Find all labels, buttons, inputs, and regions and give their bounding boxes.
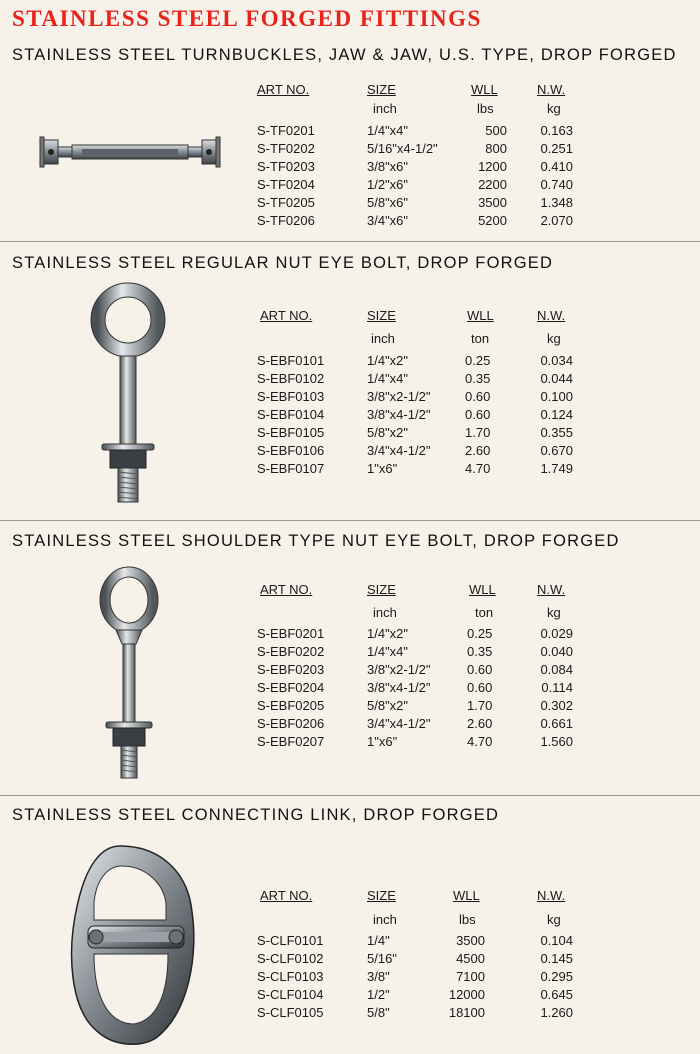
spec-table-regular-eye-bolt [255,308,585,478]
cell-art: S-EBF0103 [257,389,325,404]
section-title-shoulder-eye-bolt: STAINLESS STEEL SHOULDER TYPE NUT EYE BOLT, DROP FORGED [12,532,620,550]
cell-size: 3/8"x6" [367,159,409,174]
cell-wll: 12000 [448,987,485,1002]
cell-size: 3/8"x2-1/2" [367,662,431,677]
cell-size: 5/16"x4-1/2" [367,141,438,156]
col-nw: N.W. [537,582,566,597]
cell-art: S-EBF0201 [257,626,325,641]
cell-size: 5/8"x2" [367,425,409,440]
cell-art: S-EBF0202 [257,644,325,659]
cell-wll: 0.60 [465,407,491,422]
cell-nw: 0.251 [540,141,573,156]
cell-wll: 0.25 [465,353,491,368]
cell-nw: 0.645 [540,987,573,1002]
col-wll: WLL [471,82,498,97]
cell-nw: 0.029 [540,626,573,641]
cell-wll: 3500 [456,933,485,948]
col-wll: WLL [469,582,496,597]
cell-size: 5/8"x6" [367,195,409,210]
col-art-no: ART NO. [260,582,313,597]
unit-nw: kg [547,101,561,116]
cell-wll: 0.60 [465,389,491,404]
col-wll: WLL [467,308,494,323]
cell-wll: 18100 [448,1005,485,1020]
cell-size: 1/4"x4" [367,123,409,138]
page-title: STAINLESS STEEL FORGED FITTINGS [12,6,482,31]
spec-table-shoulder-eye-bolt [255,582,585,752]
section-title-regular-eye-bolt: STAINLESS STEEL REGULAR NUT EYE BOLT, DROP FORGED [12,254,554,272]
cell-nw: 0.740 [540,177,573,192]
unit-wll: lbs [459,912,476,927]
cell-wll: 500 [485,123,507,138]
cell-size: 1/4" [367,933,390,948]
cell-nw: 0.145 [540,951,573,966]
cell-nw: 0.302 [540,698,573,713]
cell-nw: 0.100 [540,389,573,404]
col-art-no: ART NO. [257,82,310,97]
cell-size: 3/8"x4-1/2" [367,680,431,695]
section-divider [0,795,700,796]
cell-wll: 2.60 [465,443,491,458]
cell-size: 5/16" [367,951,397,966]
cell-wll: 5200 [478,213,507,228]
section-title-connecting-link: STAINLESS STEEL CONNECTING LINK, DROP FORGED [12,806,500,824]
section-title-turnbuckles: STAINLESS STEEL TURNBUCKLES, JAW & JAW, U.S. TYPE, DROP FORGED [12,46,677,64]
shoulder-eye-bolt-icon [96,566,162,782]
cell-wll: 7100 [456,969,485,984]
cell-nw: 0.084 [540,662,573,677]
cell-nw: 0.163 [540,123,573,138]
cell-size: 5/8"x2" [367,698,409,713]
cell-nw: 1.560 [540,734,573,749]
unit-nw: kg [547,331,561,346]
cell-size: 1"x6" [367,734,398,749]
cell-art: S-EBF0207 [257,734,325,749]
cell-nw: 0.124 [540,407,573,422]
cell-nw: 1.260 [540,1005,573,1020]
col-art-no: ART NO. [260,888,313,903]
cell-art: S-CLF0103 [257,969,324,984]
cell-wll: 2.60 [467,716,493,731]
cell-nw: 0.670 [540,443,573,458]
cell-art: S-EBF0104 [257,407,325,422]
cell-size: 1/4"x2" [367,353,409,368]
cell-wll: 1.70 [465,425,491,440]
cell-size: 1/2"x6" [367,177,409,192]
cell-wll: 4.70 [465,461,491,476]
cell-nw: 0.104 [540,933,573,948]
cell-art: S-EBF0204 [257,680,325,695]
cell-art: S-TF0203 [257,159,315,174]
col-nw: N.W. [537,888,566,903]
unit-wll: ton [475,605,494,620]
col-size: SIZE [367,582,396,597]
cell-wll: 1200 [478,159,507,174]
cell-nw: 1.348 [540,195,573,210]
unit-size: inch [373,605,397,620]
cell-nw: 0.040 [540,644,573,659]
cell-wll: 0.25 [467,626,493,641]
cell-nw: 0.044 [540,371,573,386]
cell-art: S-EBF0101 [257,353,325,368]
cell-size: 3/4"x4-1/2" [367,716,431,731]
cell-art: S-TF0206 [257,213,315,228]
cell-art: S-EBF0206 [257,716,325,731]
cell-size: 1/4"x4" [367,644,409,659]
cell-size: 3/8" [367,969,390,984]
cell-size: 1/2" [367,987,390,1002]
unit-nw: kg [547,605,561,620]
cell-size: 3/8"x2-1/2" [367,389,431,404]
cell-wll: 0.35 [467,644,493,659]
connecting-link-icon [60,842,210,1048]
cell-wll: 0.60 [467,662,493,677]
cell-nw: 0.034 [540,353,573,368]
cell-size: 1"x6" [367,461,398,476]
cell-nw: 0.410 [540,159,573,174]
cell-wll: 4500 [456,951,485,966]
cell-size: 1/4"x4" [367,371,409,386]
cell-art: S-TF0201 [257,123,315,138]
cell-art: S-TF0205 [257,195,315,210]
col-nw: N.W. [537,308,566,323]
cell-nw: 0.295 [540,969,573,984]
cell-wll: 0.35 [465,371,491,386]
spec-table-turnbuckles [255,82,585,232]
col-art-no: ART NO. [260,308,313,323]
cell-wll: 3500 [478,195,507,210]
eye-bolt-icon [88,282,168,506]
unit-nw: kg [547,912,561,927]
section-divider [0,241,700,242]
cell-wll: 4.70 [467,734,493,749]
cell-size: 1/4"x2" [367,626,409,641]
cell-art: S-CLF0101 [257,933,324,948]
cell-art: S-EBF0105 [257,425,325,440]
unit-wll: lbs [477,101,494,116]
turnbuckle-icon [38,128,228,176]
unit-size: inch [371,331,395,346]
cell-art: S-TF0202 [257,141,315,156]
col-size: SIZE [367,308,396,323]
section-divider [0,520,700,521]
cell-art: S-CLF0105 [257,1005,324,1020]
cell-art: S-TF0204 [257,177,315,192]
cell-nw: 1.749 [540,461,573,476]
col-wll: WLL [453,888,480,903]
cell-art: S-EBF0205 [257,698,325,713]
cell-art: S-EBF0106 [257,443,325,458]
cell-nw: 0.114 [541,680,573,695]
cell-size: 3/4"x6" [367,213,409,228]
unit-size: inch [373,101,397,116]
cell-art: S-EBF0107 [257,461,325,476]
unit-size: inch [373,912,397,927]
cell-art: S-CLF0102 [257,951,324,966]
cell-nw: 2.070 [540,213,573,228]
cell-wll: 1.70 [467,698,493,713]
cell-art: S-EBF0203 [257,662,325,677]
col-size: SIZE [367,82,396,97]
cell-size: 3/8"x4-1/2" [367,407,431,422]
cell-art: S-CLF0104 [257,987,324,1002]
col-nw: N.W. [537,82,566,97]
cell-nw: 0.355 [540,425,573,440]
cell-size: 5/8" [367,1005,390,1020]
col-size: SIZE [367,888,396,903]
cell-nw: 0.661 [540,716,573,731]
cell-wll: 2200 [478,177,507,192]
unit-wll: ton [471,331,490,346]
cell-size: 3/4"x4-1/2" [367,443,431,458]
cell-wll: 0.60 [467,680,493,695]
spec-table-connecting-link [255,888,585,1028]
cell-art: S-EBF0102 [257,371,325,386]
cell-wll: 800 [485,141,507,156]
